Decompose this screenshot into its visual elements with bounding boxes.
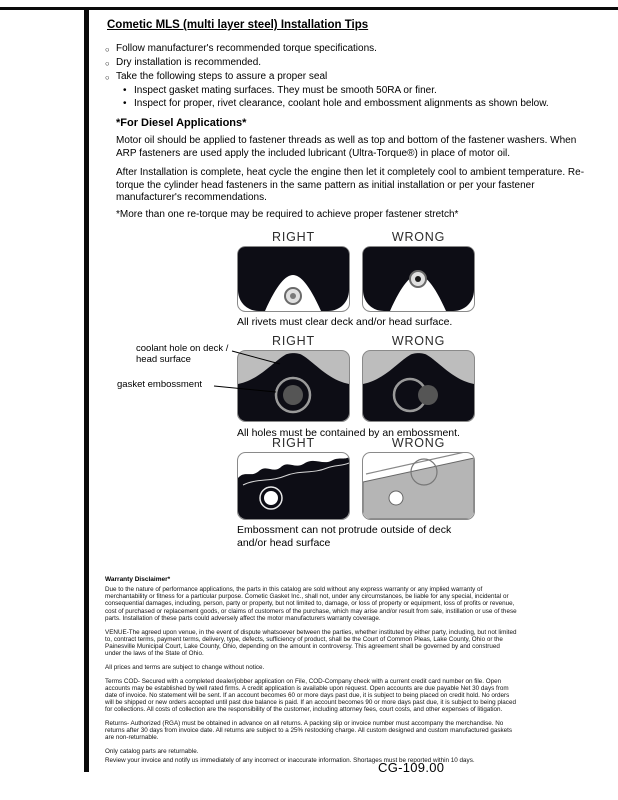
disclaimer-paragraph: Due to the nature of performance applications, the parts in this catalog are sold without any express warranty or any implied warranty of merchantability or fitness for a particular purpose. Cometic Gasket Inc., shall not, under any circumstances, be liable for any special, incidental or consequential damages, including, person, party or property, but not limited to, damage, or loss of property or equipment, loss of profits or revenue, cost of purchased or replacement goods, or claims of customers of the purchase, which may arise and/or result from sale, instillation or use of these parts. Installation of these parts could adversely affect the motor manufacturers warranty coverage. bbox=[105, 586, 517, 622]
diesel-paragraph-1: Motor oil should be applied to fastener threads as well as top and bottom of the fastener washers. When ARP fasteners are used apply the included lubricant (Ultra-Torque®) in place of motor oil. bbox=[116, 135, 577, 159]
tip-text: Inspect for proper, rivet clearance, coolant hole and embossment alignments as shown below. bbox=[134, 98, 549, 109]
tip-item bbox=[105, 70, 601, 84]
dot-bullet-icon: • bbox=[123, 85, 127, 96]
disclaimer-paragraph: All prices and terms are subject to change without notice. bbox=[105, 663, 265, 671]
rivet-right-diagram bbox=[237, 246, 350, 312]
footer-code: CG-109.00 bbox=[378, 760, 445, 775]
row1-caption: All rivets must clear deck and/or head surface. bbox=[237, 316, 453, 328]
retorque-note: *More than one re-torque may be required to achieve proper fastener stretch* bbox=[116, 209, 459, 220]
disclaimer-paragraph: Review your invoice and notify us immediately of any incorrect or inaccurate information. Shortages must be reported within 10 days. bbox=[105, 756, 475, 764]
coolant-hole-icon bbox=[283, 385, 303, 405]
warranty-disclaimer-body bbox=[105, 586, 517, 771]
circle-bullet-icon: ○ bbox=[105, 59, 110, 68]
disclaimer-paragraph: Terms COD- Secured with a completed dealer/jobber application on File, COD-Company check with a current credit card number on file. Open accounts may be established by well rated firms. A credit application is available upon request. Open accounts are due payable Net 30 days from date of invoice. No statement will be sent. If an account becomes 60 or more days past due, it is subject to being placed on credit hold. No orders will be shipped or new orders accepted until past due balance is paid. If an account becomes 90 or more days past due, it is subject to being placed for collections. All costs of collection are the responsibility of the customer, including attorney fees, court costs, and other expenses of litigation. bbox=[105, 677, 516, 714]
circle-bullet-icon: ○ bbox=[105, 73, 110, 82]
diesel-applications-heading: *For Diesel Applications* bbox=[116, 117, 247, 129]
tip-text: Inspect gasket mating surfaces. They must be smooth 50RA or finer. bbox=[134, 85, 437, 96]
coolant-hole-wrong-diagram bbox=[362, 350, 475, 422]
diesel-paragraph-2: After Installation is complete, heat cycle the engine then let it completely cool to ambient temperature. Re-torque the cylinder head fasteners in the same pattern as initial installation or per your fastener manufacturer's recommendations. bbox=[116, 167, 585, 203]
tip-item bbox=[105, 42, 601, 56]
coolant-hole-right-diagram bbox=[237, 350, 350, 422]
tip-text: Follow manufacturer's recommended torque specifications. bbox=[116, 43, 377, 54]
tip-sub-item bbox=[123, 97, 601, 110]
disclaimer-paragraph: VENUE-The agreed upon venue, in the event of dispute whatsoever between the parties, whether instituted by either party, including, but not limited to, contract terms, payment terms, delivery, type, defects, sufficiency of product, shall be the Court of Common Pleas, Lake County, Ohio or the Painesville Municipal Court, Lake County, Ohio, depending on the amount in controversy. This agreement shall be governed by and construed under the laws of the State of Ohio. bbox=[105, 628, 517, 658]
rivet-wrong-diagram bbox=[362, 246, 475, 312]
row2-caption: All holes must be contained by an embossment. bbox=[237, 427, 460, 439]
tips-list bbox=[101, 42, 601, 110]
embossment-right-diagram bbox=[237, 452, 350, 520]
top-border-line bbox=[0, 7, 618, 10]
hole-icon bbox=[389, 491, 403, 505]
warranty-disclaimer-heading: Warranty Disclaimer* bbox=[105, 576, 171, 583]
tip-text: Take the following steps to assure a proper seal bbox=[116, 71, 328, 82]
coolant-hole-icon bbox=[418, 385, 438, 405]
disclaimer-paragraph: Returns- Authorized (RGA) must be obtained in advance on all returns. A packing slip or invoice number must accompany the merchandise. No returns after 30 days from invoice date. All returns are subject to a 25% restocking charge. All custom designed and custom manufactured gaskets are non-returnable. bbox=[105, 720, 513, 742]
row1-right-label: RIGHT bbox=[272, 230, 315, 244]
tip-text: Dry installation is recommended. bbox=[116, 57, 262, 68]
row3-caption: Embossment can not protrude outside of deck and/or head surface bbox=[237, 524, 452, 549]
row1-wrong-label: WRONG bbox=[391, 230, 446, 244]
page-title: Cometic MLS (multi layer steel) Installation Tips bbox=[107, 19, 369, 31]
gasket-embossment-annotation: gasket embossment bbox=[117, 379, 203, 390]
row2-right-label: RIGHT bbox=[272, 334, 315, 348]
hole-icon bbox=[264, 491, 278, 505]
row2-wrong-label: WRONG bbox=[391, 334, 446, 348]
circle-bullet-icon: ○ bbox=[105, 45, 110, 54]
row3-wrong-label: WRONG bbox=[391, 436, 446, 450]
left-border-bar bbox=[84, 7, 89, 772]
coolant-hole-annotation: coolant hole on deck / head surface bbox=[136, 343, 229, 365]
embossment-wrong-diagram bbox=[362, 452, 475, 520]
tip-item bbox=[105, 56, 601, 70]
disclaimer-paragraph: Only catalog parts are returnable. bbox=[105, 748, 199, 756]
tip-sub-item bbox=[123, 84, 601, 97]
row3-right-label: RIGHT bbox=[272, 436, 315, 450]
dot-bullet-icon: • bbox=[123, 98, 127, 109]
